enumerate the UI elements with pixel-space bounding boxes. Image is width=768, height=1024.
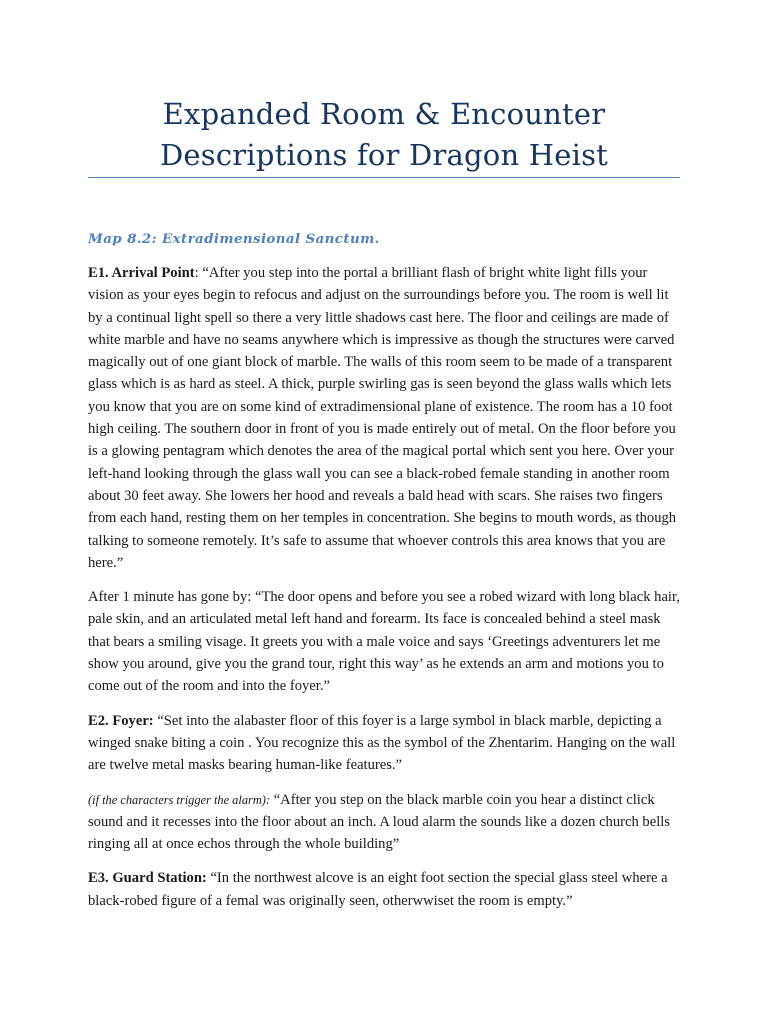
section-e1-after-one-minute: [88, 586, 680, 697]
section-label: E1. Arrival Point: [88, 265, 195, 281]
page-title: [88, 94, 680, 176]
section-label-suffix: :: [194, 265, 203, 281]
section-text: After 1 minute has gone by: “The door opens and before you see a robed wizard with long black hair, pale skin, and an articulated metal left hand and forearm. Its face is concealed behind a steel mask that bears a smiling visage. It greets you with a male voice and says ‘Greetings adventurers let me show you around, give you the grand tour, right this way’ as he extends an arm and motions you to come out of the room and into the foyer.”: [88, 589, 680, 695]
section-text: “Set into the alabaster floor of this foyer is a large symbol in black marble, depicting a winged snake biting a coin . You recognize this as the symbol of the Zhentarim. Hanging on the wall are twelve metal masks bearing human-like features.”: [88, 712, 676, 774]
section-e2-foyer: [88, 710, 680, 777]
section-text: “In the northwest alcove is an eight foot section the special glass steel where a black-robed figure of a femal was originally seen, otherwwiset the room is empty.”: [88, 870, 668, 909]
section-label: E3. Guard Station:: [88, 870, 207, 887]
section-text: “After you step into the portal a brilliant flash of bright white light fills your vision as your eyes begin to refocus and adjust on the surroundings before you. The room is well lit by a continual light spell so there a very little shadows cast here. The floor and ceilings are made of white marble and have no seams anywhere which is impressive as though the structures were carved magically out of one giant block of marble. The walls of this room seem to be made of a transparent glass which is as hard as steel. A thick, purple swirling gas is seen beyond the glass walls which lets you know that you are on some kind of extradimensional plane of existence. The room has a 10 foot high ceiling. The southern door in front of you is made entirely out of metal. On the floor before you is a glowing pentagram which denotes the area of the magical portal which sent you here. Over your left-hand looking through the glass wall you can see a black-robed female standing in another room about 30 feet away. She lowers her hood and reveals a bald head with scars. She raises two fingers from each hand, resting them on her temples in concentration. She begins to mouth words, as though talking to someone remotely. It’s safe to assume that whoever controls this area knows that you are here.”: [88, 265, 677, 571]
title-line-1: Expanded Room & Encounter: [162, 97, 606, 131]
title-line-2: Descriptions for Dragon Heist: [159, 138, 609, 172]
section-e1-arrival-point: [88, 262, 680, 574]
section-text: “After you step on the black marble coin you hear a distinct click sound and it recesses into the floor about an inch. A loud alarm the sounds like a dozen church bells ringing all at once echos through the whole building”: [88, 791, 670, 853]
document-body: [88, 228, 680, 924]
map-heading: Map 8.2: Extradimensional Sanctum.: [88, 231, 380, 247]
trigger-condition: (if the characters trigger the alarm):: [88, 792, 271, 807]
section-e3-guard-station: [88, 867, 680, 912]
title-divider: [88, 177, 680, 178]
section-e2-alarm-trigger: [88, 789, 680, 856]
section-label: E2. Foyer:: [88, 712, 154, 729]
